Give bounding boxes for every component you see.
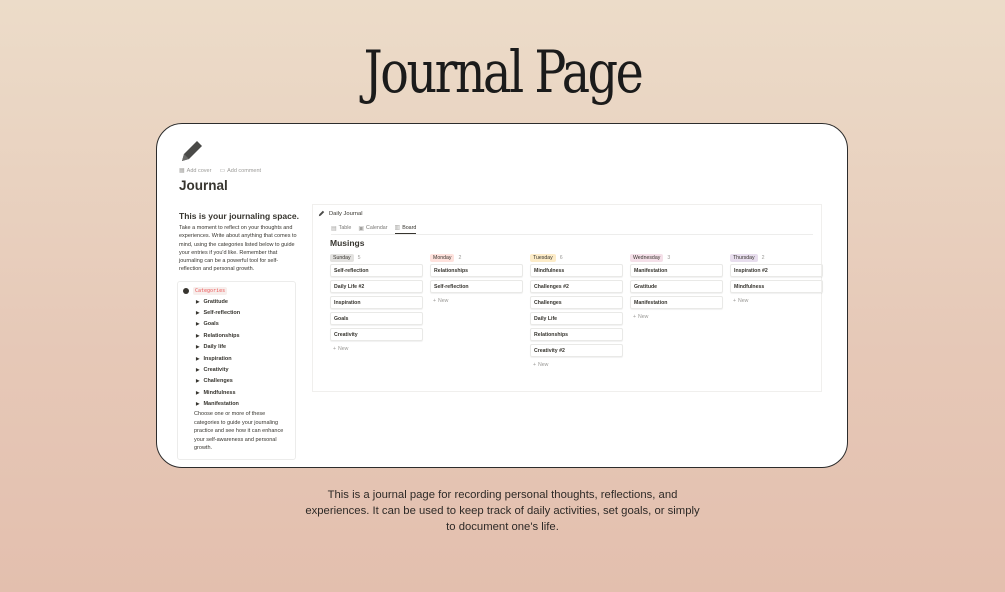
board-card[interactable]: Self-reflection (430, 280, 523, 293)
board-card[interactable]: Creativity (330, 328, 423, 341)
categories-header[interactable] (183, 287, 227, 295)
board-card[interactable]: Mindfulness (530, 264, 623, 277)
add-comment-button[interactable] (219, 167, 261, 174)
tab-calendar[interactable] (358, 224, 387, 234)
board-card[interactable]: Mindfulness (730, 280, 823, 293)
toggle-triangle-icon[interactable]: ▶ (196, 367, 200, 373)
add-comment-label: Add comment (227, 167, 262, 174)
category-label: Inspiration (203, 355, 232, 362)
column-tag: Sunday (330, 254, 354, 262)
board-column (530, 253, 623, 369)
board-card[interactable]: Daily Life (530, 312, 623, 325)
add-cover-label: Add cover (186, 167, 212, 174)
board-column (630, 253, 723, 369)
category-label: Relationships (203, 332, 240, 339)
board-card[interactable]: Manifestation (630, 296, 723, 309)
board-card[interactable]: Relationships (430, 264, 523, 277)
board-card[interactable]: Goals (330, 312, 423, 325)
category-label: Challenges (203, 378, 233, 385)
calendar-icon: ▣ (358, 225, 365, 232)
board-icon: ▥ (394, 225, 401, 231)
category-item[interactable] (196, 376, 240, 387)
board-card[interactable]: Manifestation (630, 264, 723, 277)
category-label: Manifestation (203, 401, 239, 408)
categories-toggle-block (177, 281, 296, 460)
new-card-button[interactable] (530, 360, 623, 369)
categories-note: Choose one or more of these categories to guide your journaling practice and see how it can enhance your self-awareness and personal growth. (194, 411, 284, 451)
column-count: 6 (559, 254, 563, 261)
tab-board[interactable] (395, 224, 417, 234)
column-count: 2 (458, 254, 462, 261)
category-item[interactable] (196, 330, 240, 341)
database-title-text: Daily Journal (329, 210, 363, 217)
board-column (430, 253, 523, 369)
new-card-button[interactable] (630, 312, 723, 321)
pencil-icon (318, 210, 325, 217)
column-tag: Tuesday (530, 254, 556, 262)
board-column (330, 253, 423, 369)
board-card[interactable]: Relationships (530, 328, 623, 341)
column-count: 2 (761, 254, 765, 261)
toggle-triangle-icon[interactable]: ▶ (196, 321, 200, 327)
board-card[interactable]: Self-reflection (330, 264, 423, 277)
board-card[interactable]: Challenges (530, 296, 623, 309)
pencil-icon[interactable] (179, 138, 205, 164)
new-card-label: New (738, 297, 749, 304)
toggle-triangle-icon[interactable]: ▶ (196, 355, 200, 361)
category-label: Creativity (203, 367, 229, 374)
caption: This is a journal page for recording personal thoughts, reflections, and experiences. It can be used to keep track of daily activities, set goals, or simply to document one's life. (305, 489, 700, 533)
notion-page-window (156, 123, 848, 468)
new-card-label: New (338, 345, 349, 352)
board-card[interactable]: Gratitude (630, 280, 723, 293)
category-label: Self-reflection (203, 310, 241, 317)
column-tag: Thursday (730, 254, 758, 262)
intro-body: Take a moment to reflect on your thoughts and experiences. Write about anything that comes to mind, using the categories listed below to guide your entries if you'd like. Remember that journaling can be a powerful tool for self-reflection and personal growth. (179, 225, 297, 273)
category-item[interactable] (196, 364, 240, 375)
view-tabs-divider (331, 234, 813, 235)
board-card[interactable]: Inspiration #2 (730, 264, 823, 277)
daily-journal-database (312, 204, 822, 392)
new-card-button[interactable] (330, 344, 423, 353)
plus-icon: + (733, 297, 737, 304)
add-cover-button[interactable] (179, 167, 211, 174)
tab-table[interactable] (331, 224, 351, 234)
categories-code-label: Categories (195, 288, 226, 294)
category-label: Mindfulness (203, 389, 236, 396)
board-card[interactable]: Daily Life #2 (330, 280, 423, 293)
category-item[interactable] (196, 319, 240, 330)
category-item[interactable] (196, 296, 240, 307)
category-list (196, 296, 240, 410)
new-card-button[interactable] (730, 296, 823, 305)
new-card-label: New (438, 297, 449, 304)
toggle-triangle-icon[interactable]: ▶ (196, 344, 200, 350)
new-card-label: New (638, 313, 649, 320)
category-item[interactable] (196, 387, 240, 398)
plus-icon: + (633, 313, 637, 320)
view-tabs (331, 224, 416, 234)
category-label: Gratitude (203, 298, 228, 305)
column-tag: Wednesday (630, 254, 663, 262)
category-item[interactable] (196, 342, 240, 353)
category-label: Goals (203, 321, 219, 328)
intro-heading: This is your journaling space. (179, 211, 299, 221)
page-actions (179, 167, 261, 174)
plus-icon: + (433, 297, 437, 304)
column-header[interactable] (430, 253, 523, 262)
comment-icon: ▭ (219, 168, 226, 174)
new-card-button[interactable] (430, 296, 523, 305)
database-title[interactable] (318, 210, 363, 217)
board-card[interactable]: Creativity #2 (530, 344, 623, 357)
toggle-triangle-icon[interactable]: ▶ (196, 378, 200, 384)
board-columns (330, 253, 823, 369)
board-card[interactable]: Challenges #2 (530, 280, 623, 293)
hero-title: Journal Page (363, 38, 642, 106)
toggle-triangle-icon[interactable]: ▶ (196, 310, 200, 316)
board-card[interactable]: Inspiration (330, 296, 423, 309)
plus-icon: + (533, 361, 537, 368)
toggle-triangle-icon[interactable]: ▶ (196, 332, 200, 338)
toggle-triangle-icon[interactable]: ▶ (196, 401, 200, 407)
category-item[interactable] (196, 307, 240, 318)
toggle-triangle-icon[interactable]: ▶ (196, 298, 200, 304)
board-column (730, 253, 823, 369)
tab-table-label: Table (338, 225, 352, 231)
toggle-triangle-icon[interactable]: ▶ (196, 389, 200, 395)
column-header[interactable] (330, 253, 423, 262)
image-icon: ▦ (179, 168, 185, 174)
column-header[interactable] (730, 253, 823, 262)
column-count: 3 (667, 254, 671, 261)
plus-icon: + (333, 345, 337, 352)
bullet-icon (183, 288, 189, 294)
category-item[interactable] (196, 399, 240, 410)
column-header[interactable] (630, 253, 723, 262)
new-card-label: New (538, 361, 549, 368)
category-label: Daily life (203, 344, 227, 351)
board-title[interactable]: Musings (330, 238, 365, 248)
column-tag: Monday (430, 254, 454, 262)
column-count: 5 (357, 254, 361, 261)
category-item[interactable] (196, 353, 240, 364)
column-header[interactable] (530, 253, 623, 262)
tab-calendar-label: Calendar (366, 225, 388, 231)
page-title[interactable]: Journal (179, 178, 228, 193)
tab-board-label: Board (402, 224, 417, 231)
table-icon: ▤ (331, 225, 337, 232)
